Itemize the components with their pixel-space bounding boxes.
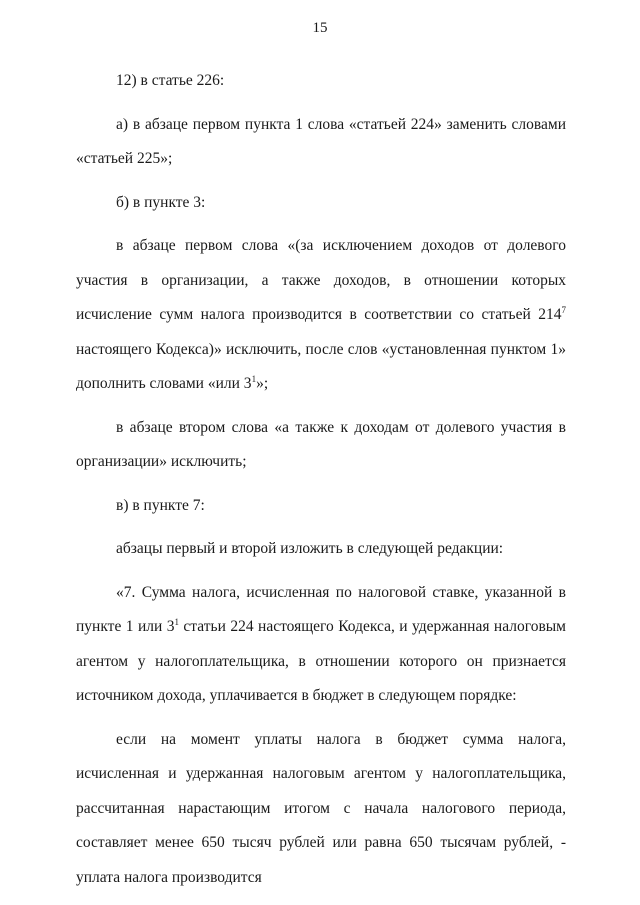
paragraph-first-abzac-change xyxy=(76,229,566,402)
paragraph-clause-7 xyxy=(76,576,566,714)
document-body xyxy=(76,64,566,895)
paragraph-payment-condition: если на момент уплаты налога в бюджет сумма налога, исчисленная и удержанная налоговым агентом у налогоплательщика, рассчитанная нарастающим итогом с начала налогового периода, составляет менее 650 тысяч рублей или равна 650 тысячам рублей, - уплата налога производится xyxy=(76,730,566,886)
superscript: 7 xyxy=(561,304,566,315)
paragraph-second-abzac-change: в абзаце втором слова «а также к доходам от долевого участия в организации» исключить; xyxy=(76,418,566,470)
superscript: 1 xyxy=(174,616,179,627)
paragraph-subitem-v: в) в пункте 7: xyxy=(116,496,205,514)
paragraph-text: статьи 224 настоящего Кодекса, и удержанная налоговым агентом у налогоплательщика, в отношении которого он признается источником дохода, уплачивается в бюджет в следующем порядке: xyxy=(76,618,566,704)
paragraph-new-edition-intro: абзацы первый и второй изложить в следующей редакции: xyxy=(116,540,504,557)
paragraph-subitem-b: б) в пункте 3: xyxy=(116,193,206,211)
page-number: 15 xyxy=(312,20,328,36)
paragraph-text: в абзаце первом слова «(за исключением доходов от долевого участия в организации, а также доходов, в отношении которых исчисление сумм налога производится в соответствии со статьей 214 xyxy=(76,237,566,323)
superscript: 1 xyxy=(251,373,257,384)
paragraph-text: »; xyxy=(256,375,269,392)
paragraph-subitem-a: а) в абзаце первом пункта 1 слова «статьей 224» заменить словами «статьей 225»; xyxy=(76,115,566,167)
paragraph-item-12: 12) в статье 226: xyxy=(116,72,225,89)
paragraph-text: настоящего Кодекса)» исключить, после слов «установленная пунктом 1» дополнить словами «или 3 xyxy=(76,340,566,392)
paragraph-text: «7. Сумма налога, исчисленная по налоговой ставке, указанной в пункте 1 или 3 xyxy=(76,583,566,635)
